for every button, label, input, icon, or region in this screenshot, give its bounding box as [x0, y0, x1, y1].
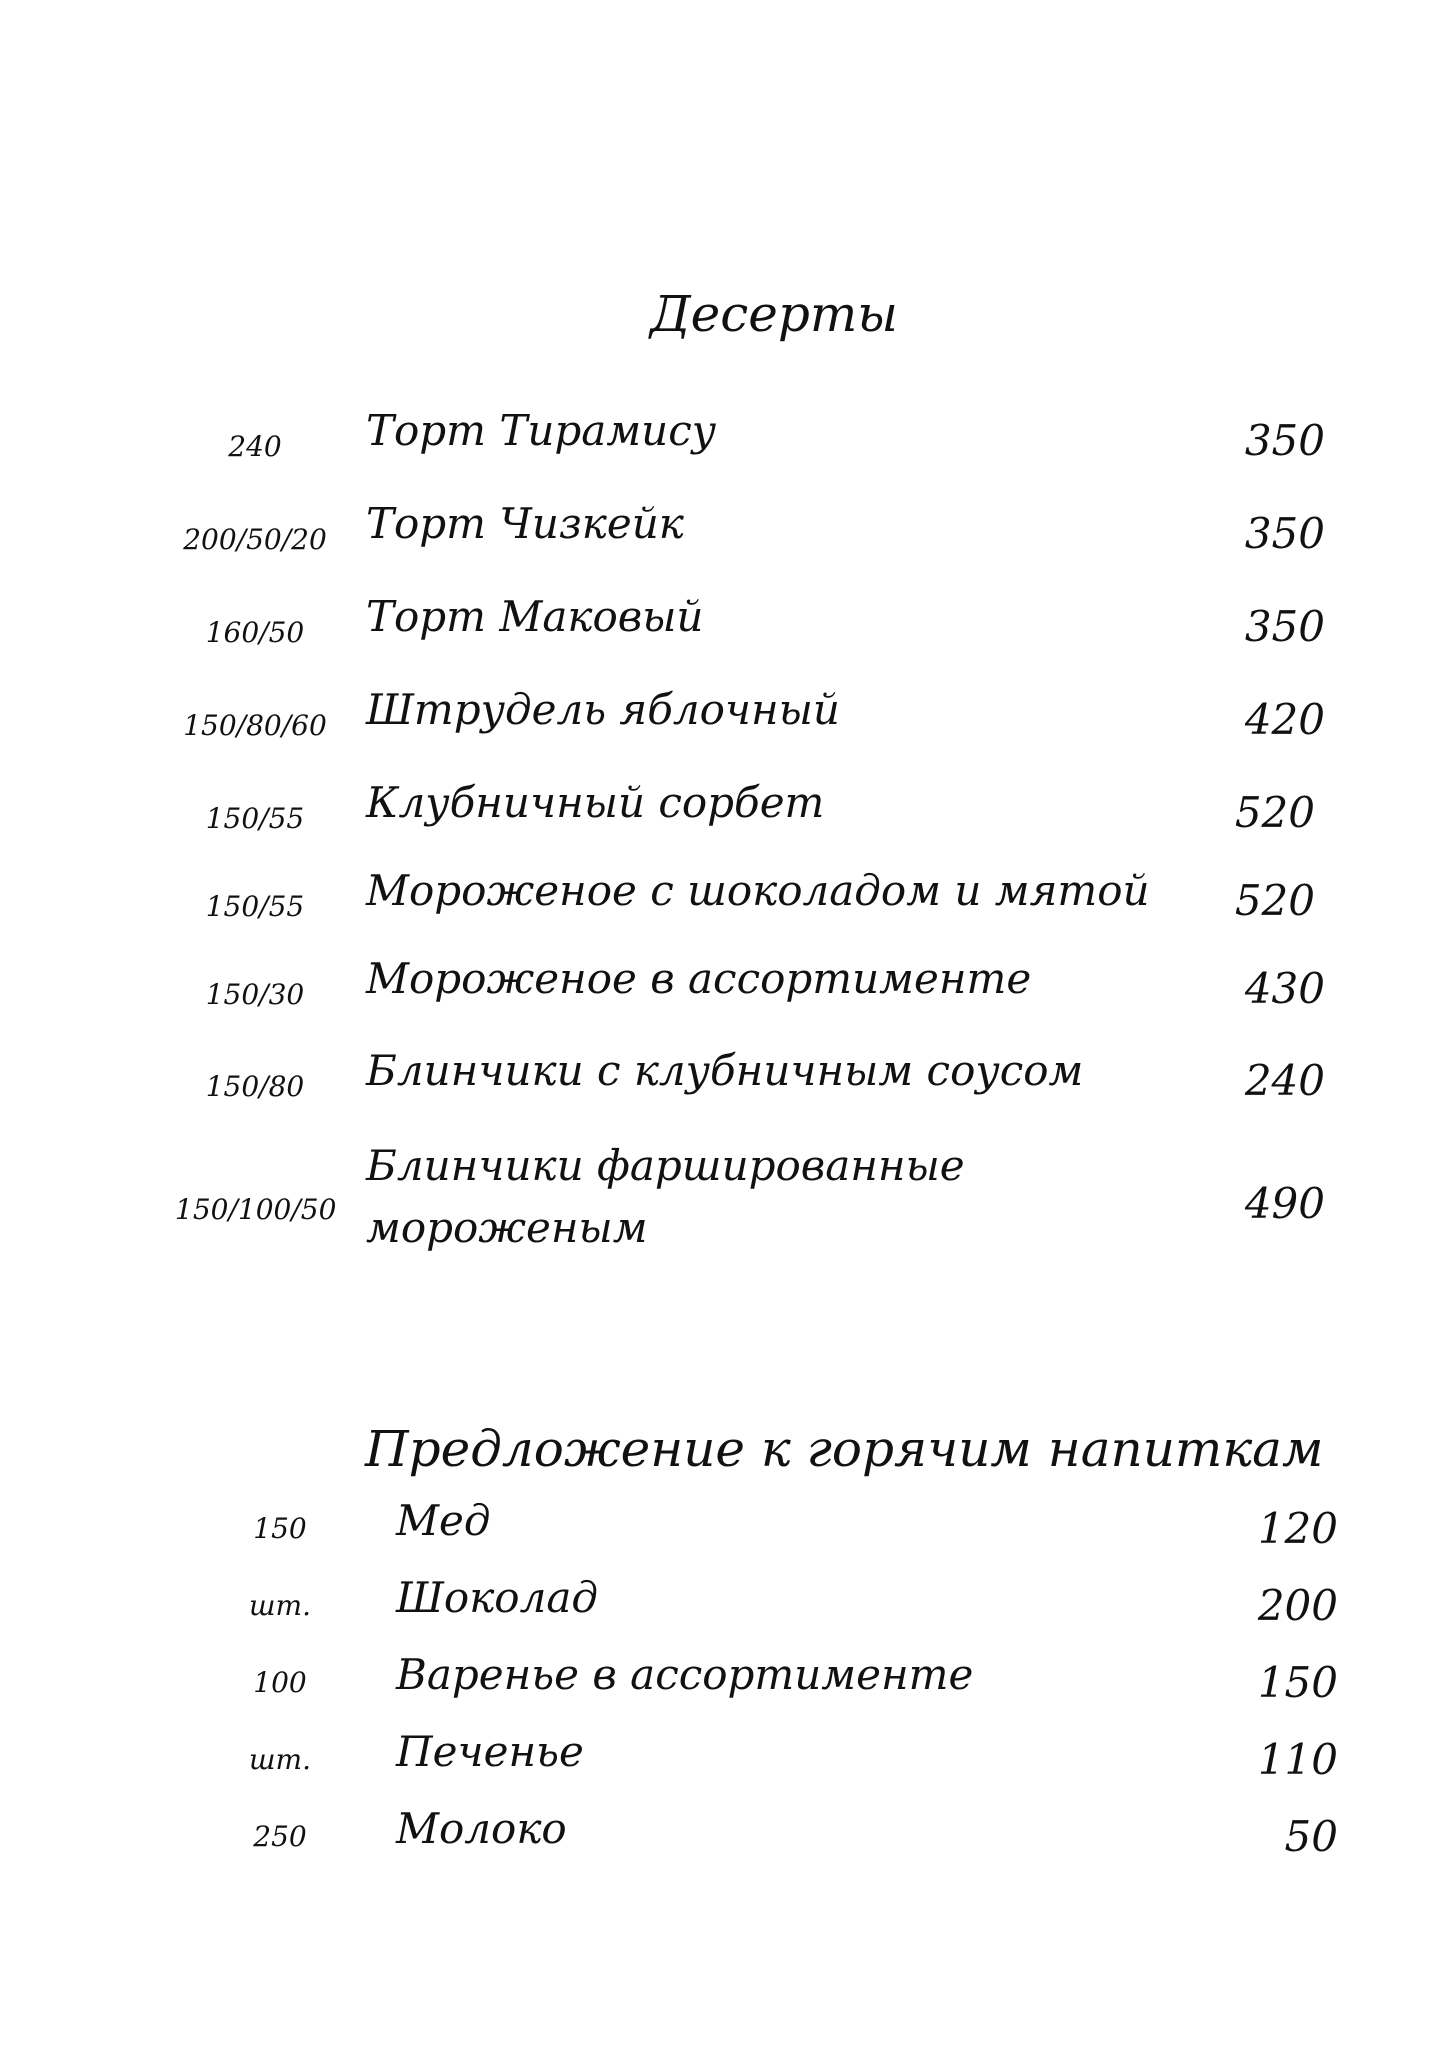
item-weight: 100 [253, 1666, 307, 1699]
item-weight: 150/100/50 [175, 1193, 337, 1226]
item-name: Торт Тирамису [366, 406, 717, 455]
item-price: 150 [1257, 1658, 1338, 1707]
item-name: Варенье в ассортименте [396, 1650, 974, 1699]
item-price: 350 [1244, 509, 1325, 558]
item-weight: 200/50/20 [183, 523, 327, 556]
item-name: Молоко [396, 1804, 567, 1853]
item-weight: 150/55 [205, 802, 305, 835]
item-price: 490 [1244, 1179, 1325, 1228]
item-weight: 240 [228, 430, 282, 463]
item-price: 50 [1284, 1812, 1338, 1861]
item-weight: 150/55 [205, 890, 305, 923]
item-name: Печенье [396, 1727, 584, 1776]
item-weight: 150/80/60 [183, 709, 327, 742]
item-name: Мед [396, 1496, 491, 1545]
item-name: Торт Чизкейк [366, 499, 684, 548]
item-price: 420 [1244, 695, 1325, 744]
item-name-line1: Блинчики фаршированные [366, 1141, 965, 1190]
item-price: 350 [1244, 416, 1325, 465]
item-name: Мороженое в ассортименте [366, 954, 1032, 1003]
item-name: Блинчики с клубничным соусом [366, 1046, 1084, 1095]
item-price: 520 [1234, 876, 1315, 925]
item-weight: 160/50 [205, 616, 305, 649]
desserts-title: Десерты [650, 285, 898, 343]
hot-drinks-title: Предложение к горячим напиткам [365, 1420, 1324, 1478]
item-price: 430 [1244, 964, 1325, 1013]
item-price: 200 [1257, 1581, 1338, 1630]
item-weight: 250 [253, 1820, 307, 1853]
item-price: 120 [1257, 1504, 1338, 1553]
item-name: Мороженое с шоколадом и мятой [366, 866, 1150, 915]
item-price: 110 [1257, 1735, 1338, 1784]
item-weight: 150 [253, 1512, 307, 1545]
item-weight: 150/30 [205, 978, 305, 1011]
item-price: 520 [1234, 788, 1315, 837]
item-name-line2: мороженым [366, 1203, 648, 1252]
item-weight: 150/80 [205, 1070, 305, 1103]
item-weight: шт. [249, 1743, 311, 1776]
item-name: Штрудель яблочный [366, 685, 840, 734]
item-name: Торт Маковый [366, 592, 704, 641]
item-name: Шоколад [396, 1573, 598, 1622]
item-price: 240 [1244, 1056, 1325, 1105]
item-weight: шт. [249, 1589, 311, 1622]
item-name: Клубничный сорбет [366, 778, 825, 827]
item-price: 350 [1244, 602, 1325, 651]
